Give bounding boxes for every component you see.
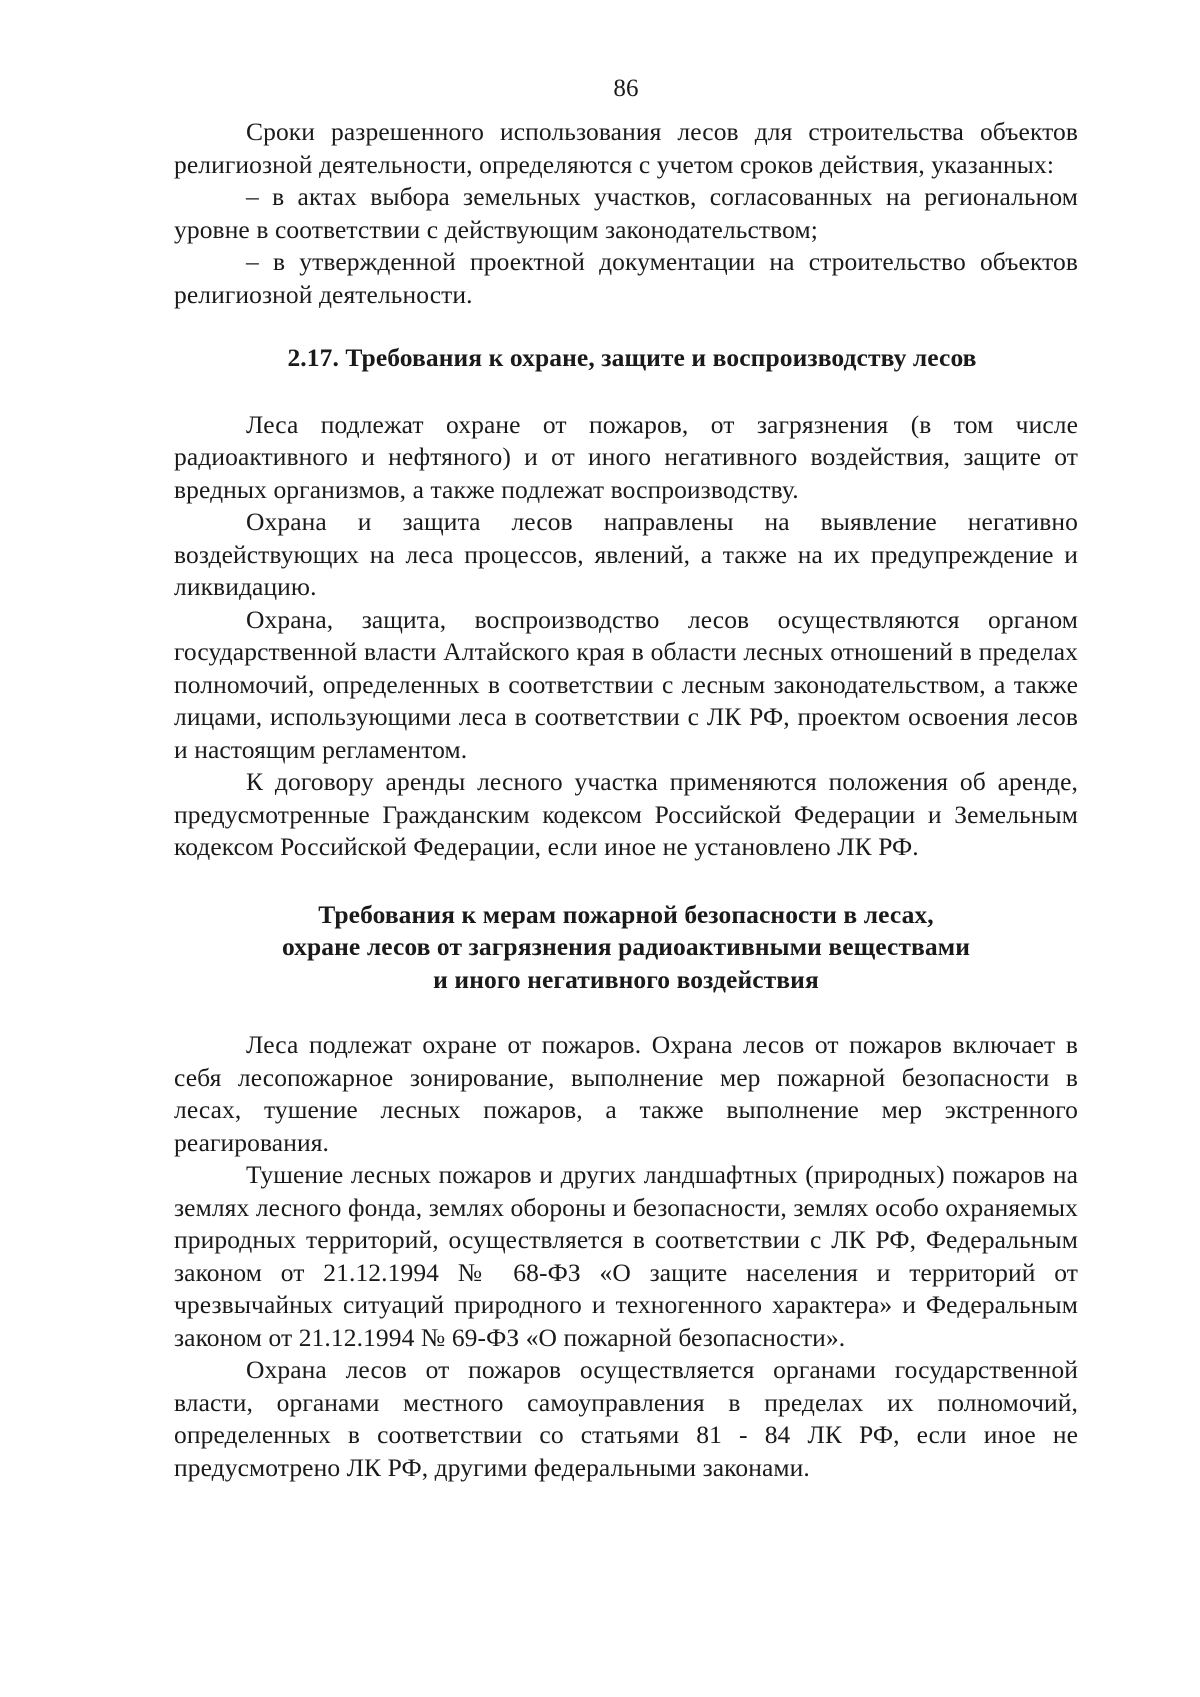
heading-line: охране лесов от загрязнения радиоактивными веществами xyxy=(281,932,971,961)
paragraph: Тушение лесных пожаров и других ландшафтных (природных) пожаров на землях лесного фонда, землях обороны и безопасности, землях особо охраняемых природных территорий, осуществляется в соответствии с ЛК РФ, Федеральным законом от 21.12.1994 № 68-ФЗ «О защите населения и территорий от чрезвычайных ситуаций природного и техногенного характера» и Федеральным законом от 21.12.1994 № 69-ФЗ «О пожарной безопасности». xyxy=(174,1160,1078,1352)
page-number: 86 xyxy=(613,75,639,102)
paragraph: Леса подлежат охране от пожаров, от загрязнения (в том числе радиоактивного и нефтяного) и от иного негативного воздействия, защите от вредных организмов, а также подлежат воспроизводству. xyxy=(174,409,1078,504)
heading-line: и иного негативного воздействия xyxy=(433,964,819,994)
subsection-heading xyxy=(174,899,1078,997)
paragraph: – в утвержденной проектной документации на строительство объектов религиозной деятельности. xyxy=(174,247,1078,309)
heading-line: Требования к мерам пожарной безопасности в лесах, xyxy=(318,899,934,929)
paragraph: Охрана лесов от пожаров осуществляется органами государственной власти, органами местного самоуправления в пределах их полномочий, определенных в соответствии со статьями 81 - 84 ЛК РФ, если иное не предусмотрено ЛК РФ, другими федеральными законами. xyxy=(174,1355,1078,1482)
paragraph: – в актах выбора земельных участков, согласованных на региональном уровне в соответствии с действующим законодательством; xyxy=(174,182,1078,244)
section-heading: 2.17. Требования к охране, защите и воспроизводству лесов xyxy=(287,343,977,372)
paragraph: Охрана, защита, воспроизводство лесов осуществляются органом государственной власти Алтайского края в области лесных отношений в пределах полномочий, определенных в соответствии с лесным законодательством, а также лицами, использующими леса в соответствии с ЛК РФ, проектом освоения лесов и настоящим регламентом. xyxy=(174,604,1078,764)
paragraph: Сроки разрешенного использования лесов для строительства объектов религиозной деятельности, определяются с учетом сроков действия, указанных: xyxy=(174,117,1078,179)
paragraph: Леса подлежат охране от пожаров. Охрана лесов от пожаров включает в себя лесопожарное зонирование, выполнение мер пожарной безопасности в лесах, тушение лесных пожаров, а также выполнение мер экстренного реагирования. xyxy=(174,1030,1078,1157)
paragraph: К договору аренды лесного участка применяются положения об аренде, предусмотренные Гражданским кодексом Российской Федерации и Земельным кодексом Российской Федерации, если иное не установлено ЛК РФ. xyxy=(174,767,1078,861)
paragraph: Охрана и защита лесов направлены на выявление негативно воздействующих на леса процессов, явлений, а также на их предупреждение и ликвидацию. xyxy=(174,507,1078,601)
